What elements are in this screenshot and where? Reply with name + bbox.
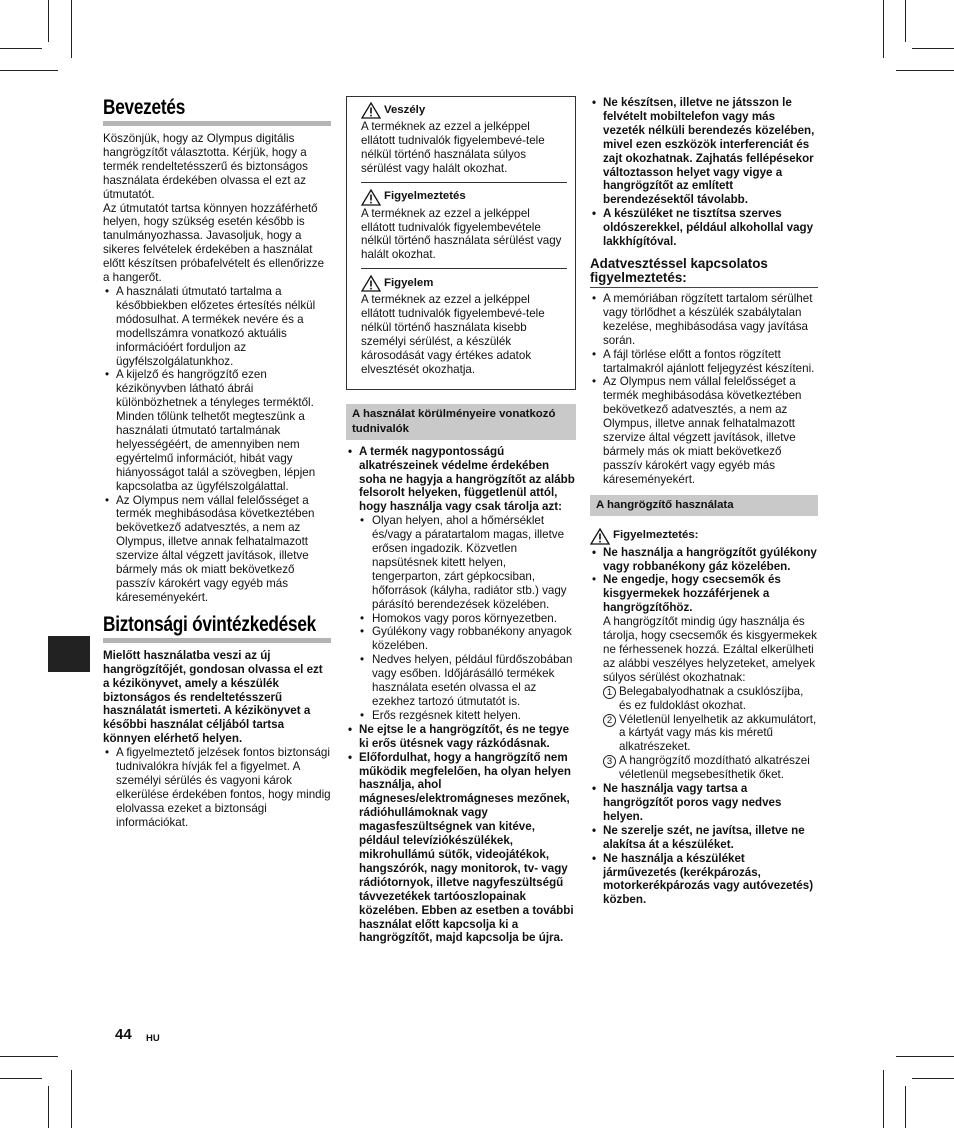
list-item: • Ne ejtse le a hangrögzítőt, és ne tegye ki erős ütésnek vagy rázkódásnak.	[346, 723, 576, 751]
list-item: • Ne használja a hangrögzítőt gyúlékony vagy robbanékony gáz közelében.	[590, 546, 818, 574]
numbered-item: 3 A hangrögzítő mozdítható alkatrészei véletlenül megsebesíthetik őket.	[603, 754, 818, 782]
safety-title: Biztonsági óvintézkedések	[103, 613, 331, 643]
safety-lead: Mielőtt használatba veszi az új hangrögzítőjét, gondosan olvassa el ezt a kézikönyvet, amely a készülék biztonságos és rendeltetésszerű használatát ismerteti. A kézikönyvet a későbbi használat céljából tartsa könnyen elérhető helyen.	[103, 648, 323, 746]
crop-mark	[912, 1078, 954, 1079]
numbered-item: 2 Véletlenül lenyelhetik az akkumulátort, a kártyát vagy más kis méretű alkatrészeket.	[603, 713, 818, 755]
warning-triangle-icon	[361, 102, 381, 119]
crop-mark	[883, 0, 884, 58]
list-item: • Ne készítsen, illetve ne játsszon le felvételt mobiltelefon vagy más vezeték nélküli berendezés közelében, mivel ezen eszközök interferenciát és zajt okozhatnak. Zajhatás fellépésekor változtasson helyet vagy vigye a hangrögzítőt az említett berendezésektől távolabb.	[590, 96, 818, 207]
crop-mark	[0, 1078, 42, 1079]
warning-triangle-icon	[361, 189, 381, 206]
list-item: • A termék nagypontosságú alkatrészeinek védelme érdekében soha ne hagyja a hangrögzítőt az alább felsorolt helyeken, függetlenül attól, hogy használja vagy csak tárolja azt: • Olyan helyen, ahol a hőmérséklet és/vagy a páratartalom magas, illetve erősen ingadozik. Közvetlen napsütésnek kitett helyen, tengerparton, zárt gépkocsiban, hőforrások (kályha, radiátor stb.) vagy párásító berendezések közelében. • Homokos vagy poros környezetben. • Gyúlékony vagy robbanékony anyagok közelében. • Nedves helyen, például fürdőszobában vagy esőben. Időjárásálló termékek használata esetén olvassa el az ezekhez tartozó útmutatót is. • Erős rezgésnek kitett helyen.	[346, 445, 576, 723]
list-item: • Olyan helyen, ahol a hőmérséklet és/vagy a páratartalom magas, illetve erősen ingadozik. Közvetlen napsütésnek kitett helyen, tengerparton, zárt gépkocsiban, hőforrások (kályha, radiátor stb.) vagy párásító berendezések közelében.	[359, 514, 576, 611]
crop-mark	[896, 1056, 954, 1057]
warning-section-caution	[361, 268, 567, 382]
list-item: • Erős rezgésnek kitett helyen.	[359, 709, 576, 723]
column-left	[103, 96, 331, 830]
list-item: • Gyúlékony vagy robbanékony anyagok közelében.	[359, 625, 576, 653]
crop-mark	[896, 70, 954, 71]
list-item: • Ne használja vagy tartsa a hangrögzítőt poros vagy nedves helyen.	[590, 782, 818, 824]
crop-mark	[883, 1070, 884, 1128]
crop-mark	[0, 70, 58, 71]
list-item: • A fájl törlése előtt a fontos rögzített tartalmakról ajánlott feljegyzést készíteni.	[590, 348, 818, 376]
list-item: • A memóriában rögzített tartalom sérülhet vagy törlődhet a készülék szabálytalan kezelése, meghibásodása vagy javítása során.	[590, 292, 818, 348]
crop-mark	[905, 1086, 906, 1128]
list-item: • A figyelmeztető jelzések fontos biztonsági tudnivalókra hívják fel a figyelmet. A személyi sérülés és vagyoni károk elkerülése érdekében fontos, hogy mindig elolvassa ezeket a biztonsági információkat.	[103, 746, 331, 829]
warning-text: A terméknek az ezzel a jelképpel ellátott tudnivalók figyelembevé-tele nélkül történő használata kisebb személyi sérülést, a készülék károsodását vagy értékes adatok elvesztését okozhatja.	[361, 293, 545, 376]
language-code: HU	[146, 1033, 160, 1044]
crop-mark	[48, 1086, 49, 1128]
chapter-tab	[48, 636, 90, 672]
warning-text: A terméknek az ezzel a jelképpel ellátott tudnivalók figyelembevé-tele nélkül történő használata súlyos sérülést vagy halált okozhat.	[361, 120, 545, 175]
list-item: • A kijelző és hangrögzítő ezen kézikönyvben látható ábrái különbözhetnek a tényleges terméktől. Minden tőlünk telhetőt megteszünk a használati útmutató tartalmának helyességéért, de amennyiben nem egyértelmű információt, hibát vagy hiányosságot talál a szövegben, lépjen kapcsolatba az ügyfélszolgálattal.	[103, 368, 331, 493]
list-item: • A készüléket ne tisztítsa szerves oldószerekkel, például alkohollal vagy lakkhígítóval.	[590, 207, 818, 249]
warning-heading: Veszély	[384, 103, 426, 116]
list-item: • Ne szerelje szét, ne javítsa, illetve ne alakítsa át a készüléket.	[590, 824, 818, 852]
column-middle	[346, 96, 576, 945]
column-right	[590, 96, 818, 907]
device-bullets	[590, 96, 818, 249]
crop-mark	[48, 0, 49, 42]
env-bullets	[346, 445, 576, 946]
warning-section-danger	[361, 100, 567, 182]
crop-mark	[905, 0, 906, 42]
page-number: 44	[115, 1026, 132, 1043]
intro-bullets	[103, 285, 331, 605]
usage-bullets	[590, 546, 818, 908]
list-item: • Homokos vagy poros környezetben.	[359, 612, 576, 626]
list-item: • Ne használja a készüléket járművezetés (kerékpározás, motorkerékpározás vagy autóvezetés) közben.	[590, 852, 818, 908]
warning-text: A terméknek az ezzel a jelképpel ellátott tudnivalók figyelembevétele nélkül történő használata sérülést vagy halált okozhat.	[361, 206, 562, 262]
crop-mark	[71, 1070, 72, 1128]
usage-heading: A hangrögzítő használata	[590, 495, 818, 516]
warning-triangle-icon	[361, 275, 381, 292]
list-item: • Ne engedje, hogy csecsemők és kisgyermekek hozzáférjenek a hangrögzítőhöz. A hangrögzítőt mindig úgy használja és tárolja, hogy csecsemők és kisgyermekek ne férhessenek hozzá. Ezáltal elkerülheti az alábbi veszélyes helyzeteket, amelyek súlyos sérülést okozhatnak: 1 Belegabalyodhatnak a csuklószíjba, és ez fuldoklást okozhat. 2 Véletlenül lenyelhetik az akkumulátort, a kártyát vagy más kis méretű alkatrészeket. 3 A hangrögzítő mozdítható alkatrészei véletlenül megsebesíthetik őket.	[590, 573, 818, 782]
env-heading: A használat körülményeire vonatkozó tudnivalók	[346, 404, 576, 440]
data-loss-bullets	[590, 292, 818, 487]
intro-paragraph: Az útmutatót tartsa könnyen hozzáférhető helyen, hogy szükség esetén később is tanulmányozhassa. Javasoljuk, hogy a sikeres felvételek érdekében a használat előtt készítsen próbafelvételt és ellenőrizze a hangerőt.	[103, 201, 325, 285]
warning-box	[346, 96, 576, 390]
warning-section-warning	[361, 182, 567, 269]
intro-paragraph: Köszönjük, hogy az Olympus digitális hangrögzítőt választotta. Kérjük, hogy a termék rendeltetésszerű és biztonságos használata érdekében olvassa el ezt az útmutatót.	[103, 132, 308, 201]
crop-mark	[71, 0, 72, 58]
list-item: • Előfordulhat, hogy a hangrögzítő nem működik megfelelően, ha olyan helyen használja, ahol mágneses/elektromágneses mezőnek, rádióhullámoknak vagy magasfeszültségnek van kitéve, például televíziókészülékek, mikrohullámú sütők, videojátékok, hangszórók, nagy monitorok, tv- vagy rádiótornyok, illetve nagyfeszültségű távvezetékek tartóoszlopainak közelében. Ebben az esetben a további használat előtt kapcsolja ki a hangrögzítőt, majd kapcsolja be újra.	[346, 751, 576, 946]
intro-title: Bevezetés	[103, 96, 331, 126]
list-item: • Nedves helyen, például fürdőszobában vagy esőben. Időjárásálló termékek használata esetén olvassa el az ezekhez tartozó útmutatót is.	[359, 653, 576, 709]
env-sub-bullets	[359, 514, 576, 723]
warning-triangle-icon	[590, 528, 610, 545]
warning-heading: Figyelmeztetés:	[613, 529, 699, 542]
safety-bullets	[103, 746, 331, 829]
crop-mark	[0, 1056, 58, 1057]
list-item: • A használati útmutató tartalma a későbbiekben előzetes értesítés nélkül módosulhat. A termékek nevére és a modellszámra vonatkozó aktuális információért forduljon az ügyfélszolgálatunkhoz.	[103, 285, 331, 368]
list-item: • Az Olympus nem vállal felelősséget a termék meghibásodása következtében bekövetkező adatvesztés, a nem az Olympus, illetve annak felhatalmazott szervize által végzett javítások, illetve bármely más ok miatt bekövetkező passzív károkért vagy egyéb más káreseményekért.	[103, 494, 331, 605]
crop-mark	[912, 48, 954, 49]
data-loss-heading: Adatvesztéssel kapcsolatos figyelmeztetés:	[590, 257, 818, 288]
list-item: • Az Olympus nem vállal felelősséget a termék meghibásodása következtében bekövetkező adatvesztés, a nem az Olympus, illetve annak felhatalmazott szervize által végzett javítások, illetve bármely más ok miatt bekövetkező passzív károkért vagy egyéb más káreseményekért.	[590, 375, 818, 486]
crop-mark	[0, 48, 42, 49]
warning-heading: Figyelem	[384, 276, 434, 289]
numbered-item: 1 Belegabalyodhatnak a csuklószíjba, és ez fuldoklást okozhat.	[603, 685, 818, 713]
warning-heading: Figyelmeztetés	[384, 190, 466, 203]
